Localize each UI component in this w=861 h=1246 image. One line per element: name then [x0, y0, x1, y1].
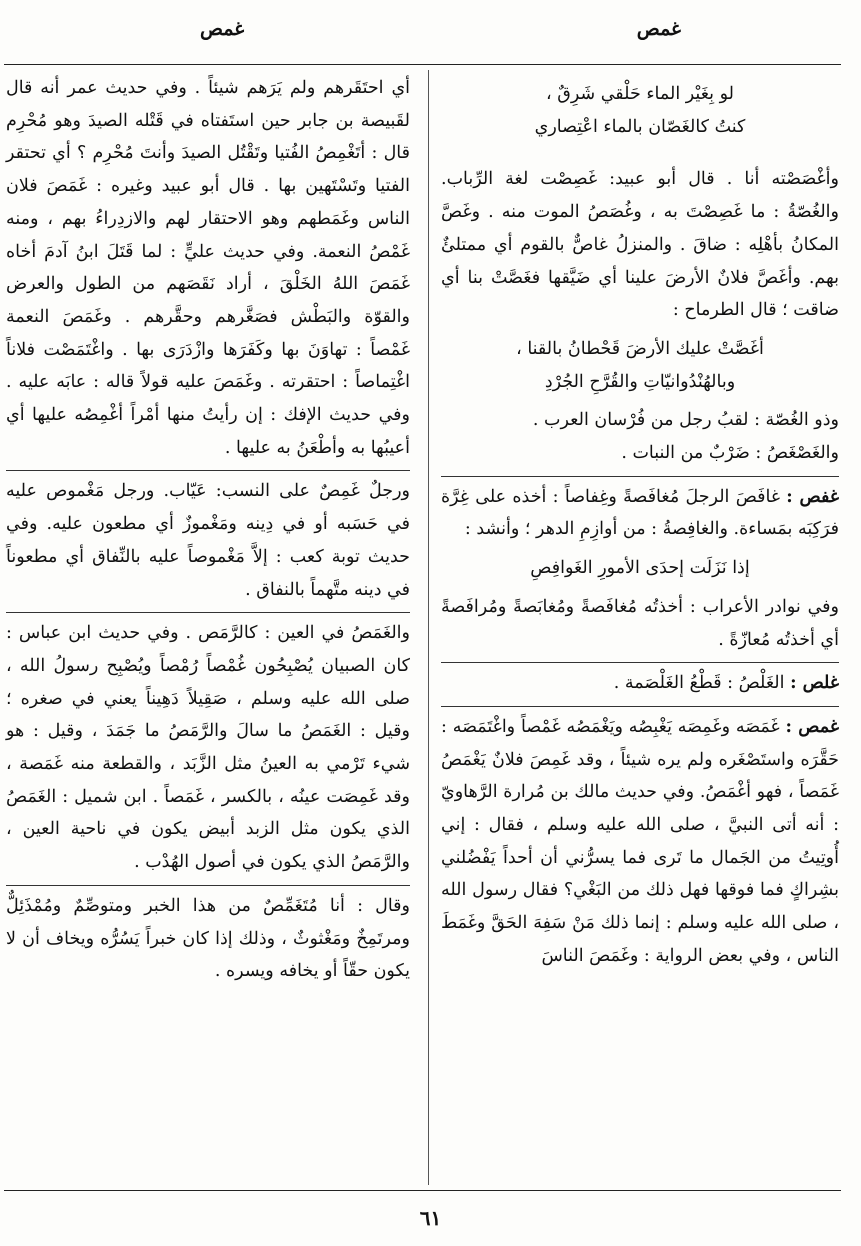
left-column [6, 72, 410, 988]
footer-rule [4, 1190, 841, 1191]
paragraph: والغَمَصُ في العين : كالرَّمَص . وفي حديث ابن عباس : كان الصبيان يُصْبِحُون غُمْصاً رُمْصاً ويُصْبِح رسولُ الله ، صلى الله عليه وسلم ، صَقِيلاً دَهِيناً يعني في صغره ؛ وقيل : الغَمَصُ ما سالَ والرَّمَصُ ما جَمَدَ ، وقيل : هو شيء تَرْمي به العينُ مثل الزَّبَد ، والقطعة منه غَمَصة ، وقد غَمِصَت عينُه ، بالكسر ، غَمَصاً . ابن شميل : الغَمَصُ الذي يكون مثل الزبد أبيض يكون في ناحية العين ، والرَّمَصُ الذي يكون في أصول الهُدْب . [6, 623, 410, 873]
dictionary-entry [441, 667, 839, 700]
verse-line: أغَصَّتْ عليك الأرضَ قَحْطانُ بالقنا ، [516, 338, 764, 359]
paragraph-separator [6, 470, 410, 471]
paragraph: وأغْصَصْته أنا . قال أبو عبيد: غَصِصْت لغة الرِّباب. والغُصّةُ : ما غَصِصْتَ به ، وغُصَصُ الموت منه . وغَصَّ المكانُ بأهْلِه : ضاقَ . والمنزلُ غاصٌّ بالقوم أي ممتلئٌ بهم. وأغَصَّ فلانٌ الأرضَ علينا أي ضَيَّقها فغَصَّتْ بنا أي ضاقت ؛ قال الطرماح : [441, 169, 839, 321]
paragraph: وذو الغُصّة : لقبُ رجل من فُرْسان العرب . [532, 410, 839, 431]
dictionary-entry [441, 481, 839, 546]
header-rule [4, 64, 841, 65]
paragraph: أي احتَقَرهم ولم يَرَهم شيئاً . وفي حديث عمر أنه قال لقَبيصة بن جابر حين استَفتاه في قَتْله الصيدَ وهو مُحْرِم قال : أتَغْمِصُ الفُتيا وتَقْتُل الصيدَ وأنتَ مُحْرِم ؟ أي تحتقر الفتيا وتَسْتَهين بها . قال أبو عبيد وغيره : غَمَصَ فلان الناس وغَمَطهم وهو الاحتقار لهم والازدِراءُ بهم ، ومنه غَمْصُ النعمة. وفي حديث عليٍّ : لما قَتَلَ ابنُ آدمَ أخاه غَمَصَ اللهُ الخَلْقَ ، أراد نَقَصَهم من الطول والعرض والقوّة والبَطْش فصَغَّرهم وحقَّرهم . وغَمَصَ النعمة غَمْصاً : تهاوَنَ بها وكَفَرَها وازْدَرَى بها . واغْتَمَصْت فلاناً اغْتِماصاً : احتقرته . وغَمَصَ عليه قولاً قاله : عابَه عليه . وفي حديث الإفك : إن رأيتُ منها أمْراً أغْمِصُه عليها أي أعيبُها به وأطْعَنُ به عليها . [6, 78, 410, 458]
verse-line: لو بِغَيْر الماء حَلْقي شَرِقٌ ، [546, 84, 734, 104]
entry-separator [441, 706, 839, 707]
header-guide-word-right: غمص [636, 18, 681, 40]
verse-block [441, 333, 839, 398]
right-column [441, 72, 839, 973]
entry-separator [441, 662, 839, 663]
dictionary-entry [441, 711, 839, 973]
entry-text: غَمَصَه وغَمِصَه يَغْبِصُه ويَغْمَصُه غَمْصاً واغْتَمَصَه : حَقَّرَه واستَصْغَره ولم يره شيئاً ، وقد غَمِصَ فلانٌ يَغْمَصُ غَمَصاً ، فهو أغْمَصُ. وفي حديث مالك بن مُرارة الرَّهاويّ : أنه أتى النبيَّ ، صلى الله عليه وسلم ، فقال : إني أُوتِيتُ من الجَمال ما تَرى فما يسرُّني أن أحداً يَفْضُلني بشِراكٍ فما فوقها فهل ذلك من البَغْي؟ فقال رسول الله ، صلى الله عليه وسلم : إنما ذلك مَنْ سَفِهَ الحَقَّ وغَمَطَ الناس ، وفي بعض الرواية : وغَمَصَ الناسَ [441, 716, 839, 966]
paragraph-separator [6, 885, 410, 886]
verse-block [441, 78, 839, 143]
entry-headword: غمص : [785, 716, 839, 737]
verse-line: وبالهُنْدُوانيّاتِ والقُرَّحِ الجُرْدِ [544, 371, 736, 392]
entry-text: الغَلْصُ : قَطْعُ الغَلْصَمة . [613, 673, 791, 694]
page-header [0, 18, 861, 48]
paragraph: ورجلٌ غَمِصٌ على النسب: عَيّاب. ورجل مَغْموص عليه في حَسَبه أو في دِينه ومَغْموزٌ أي مطعون عليه. وفي حديث توبة كعب : إلاَّ مَغْموصاً عليه بالنِّفاق أي مطعوناً في دينه متَّهماً بالنفاق . [6, 481, 410, 600]
column-divider [428, 70, 429, 1185]
paragraph: وفي نوادر الأعراب : أخذتُه مُغافَصةً ومُغابَصةً ومُرافَصةً أي أخذتُه مُعازّةً . [441, 596, 839, 650]
verse-line: إذا نَزَلَت إحدَى الأمورِ الغَوافِصِ [530, 558, 750, 579]
entry-separator [441, 476, 839, 477]
header-guide-word-left: غمص [200, 18, 245, 40]
paragraph: والغَصْغَصُ : ضَرْبٌ من النبات . [621, 443, 839, 464]
verse-line: كنتُ كالغَصّان بالماء اعْتِصاري [534, 116, 746, 137]
page-number: ٦١ [419, 1206, 442, 1230]
entry-headword: غفص : [786, 486, 839, 507]
paragraph: وقال : أنا مُتَغَمِّصٌ من هذا الخبر ومتوصِّمٌ ومُمْذَئِلٌّ ومرتَمِخٌ ومَغْثوثٌ ، وذلك إذا كان خبراً يَسُرُّه ويخاف أن لا يكون حقّاً أو يخافه ويسره . [6, 895, 410, 982]
entry-headword: غلص : [790, 673, 839, 694]
paragraph-separator [6, 612, 410, 613]
entry-text: غافَصَ الرجلَ مُغافَصةً وغِفاصاً : أخذه على غِرَّة فرَكِبَه بمَساءة. والغافِصةُ : من أوازِمِ الدهر ؛ وأنشد : [441, 486, 839, 540]
